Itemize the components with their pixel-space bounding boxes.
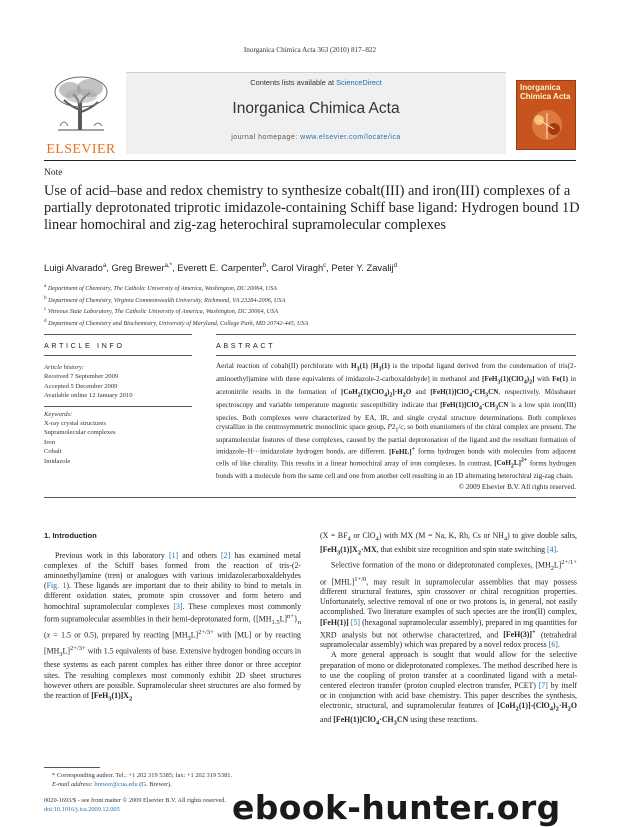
body-column-right	[320, 531, 577, 728]
author-name: Greg Brewer	[111, 262, 165, 273]
homepage-prefix: journal homepage:	[231, 134, 301, 141]
corresponding-author: * Corresponding author. Tel.: +1 202 319 5385; fax: +1 202 319 5381.	[52, 772, 233, 779]
cover-title-line-2: Chimica Acta	[520, 91, 571, 101]
journal-cover	[516, 80, 576, 150]
affiliation-sup: a	[44, 283, 47, 289]
author-4[interactable]	[271, 262, 326, 273]
header-rule	[44, 160, 576, 161]
author-5[interactable]	[331, 262, 397, 273]
keywords-heading: Keywords:	[44, 410, 73, 418]
abstract-bottom-rule	[44, 497, 576, 498]
email-link[interactable]: brewer@cua.edu	[94, 780, 138, 788]
sciencedirect-link[interactable]: ScienceDirect	[336, 78, 382, 87]
contents-prefix: Contents lists available at	[250, 78, 337, 87]
keyword: Supramolecular complexes	[44, 429, 116, 437]
article-info	[44, 363, 192, 466]
affiliation-sup: b	[44, 294, 47, 301]
journal-masthead	[44, 72, 576, 158]
info-mid-rule	[44, 355, 192, 356]
issn-line: 0020-1693/$ - see front matter © 2009 Elsevier B.V. All rights reserved.	[44, 797, 226, 804]
author-name: Luigi Alvarado	[44, 262, 103, 273]
body-paragraph: Previous work in this laboratory [1] and others [2] has examined metal complexes of the Schiff bases formed from the reaction of tris-(2-aminoethyl)amine (tren) or analogues with various imidazolecarboxaldehydes (Fig. 1). These ligands are important due to their ability to bind to metals in different oxidation states, promote spin crossover and form hetero and homochiral supramolecular complexes [3]. These complexes most commonly form supramolecular assemblies in their hemi-deprotonated form, $\{[MH_{1.5}L]^{n+}\}_n$ (x = 1.5 or 0.5), prepared by reacting $[MH_3L]^{2+/3+}$ with [ML] or by reacting $[MH_3L]^{2+/3+}$ with 1.5 equivalents of base. Extensive hydrogen bonding occurs in these systems as each parent complex has either three donor or three acceptor sites. The resulting complexes most commonly exhibit 2D sheet structures however others are possible. Supramolecular sheet structures are also formed by the reaction of $[FeH_3(1)]X_2$	[44, 551, 301, 703]
author-sup: a,*	[164, 262, 172, 269]
elsevier-tree-icon	[48, 74, 114, 132]
affiliation	[44, 294, 576, 306]
affiliation-sup: c	[44, 306, 47, 313]
body-column-left	[44, 531, 301, 704]
email-suffix: (G. Brewer).	[137, 780, 172, 788]
history-accepted: Accepted 5 December 2009	[44, 382, 118, 390]
author-list: Luigi Alvarado$^a$, Greg Brewer$^{a,*}$, Everett E. Carpenter$^b$, Carol Viragh$^c$, Peter Y. Zavalij$^d$	[44, 262, 397, 273]
affiliation-list	[44, 282, 576, 329]
footnote-rule	[44, 767, 100, 768]
article-type: Note	[44, 168, 63, 178]
author-name: Carol Viragh	[271, 262, 324, 273]
author-sup: d	[393, 262, 397, 269]
footnote	[52, 772, 302, 790]
author-name: Everett E. Carpenter	[177, 262, 263, 273]
article-title: Use of acid–base and redox chemistry to synthesize cobalt(III) and iron(III) complexes of a partially deprotonated triprotic imidazole-containing Schiff base ligand: Hydrogen bound 1D linear homochiral and zig-zag heterochiral supramolecular complexes	[44, 183, 580, 234]
abstract-mid-rule	[216, 355, 576, 356]
affiliation-text: Department of Chemistry and Biochemistry, University of Maryland, College Park, MD 20742-445, USA	[48, 320, 309, 328]
author-1[interactable]	[44, 262, 106, 273]
keyword: X-ray crystal structures	[44, 420, 106, 428]
author-3[interactable]	[177, 262, 266, 273]
copyright-notice: © 2009 Elsevier B.V. All rights reserved.	[458, 483, 576, 491]
publisher-name: ELSEVIER	[46, 142, 116, 157]
affiliation	[44, 305, 576, 317]
affiliation-text: Department of Chemistry, Virginia Commonwealth University, Richmond, VA 23284-2006, USA	[48, 296, 286, 304]
journal-banner	[126, 72, 506, 154]
author-sup: b	[262, 262, 266, 269]
email-label: E-mail address:	[52, 780, 95, 788]
running-head: Inorganica Chimica Acta 363 (2010) 817–822	[243, 46, 377, 54]
abstract-top-rule	[216, 334, 576, 335]
info-top-rule	[44, 334, 192, 335]
author-2[interactable]	[111, 262, 172, 273]
affiliation-text: Vitreous State Laboratory, The Catholic University of America, Washington, DC 20064, USA	[47, 308, 278, 316]
abstract-label: ABSTRACT	[216, 341, 276, 350]
author-name: Peter Y. Zavalij	[331, 262, 394, 273]
info-divider	[44, 406, 192, 407]
section-heading: 1. Introduction	[44, 531, 97, 540]
article-info-label: ARTICLE INFO	[44, 341, 125, 350]
cover-molecule-icon	[523, 105, 571, 145]
affiliation	[44, 317, 576, 329]
history-heading: Article history:	[44, 364, 85, 371]
journal-homepage	[126, 134, 506, 141]
contents-line	[126, 78, 506, 87]
homepage-link[interactable]: www.elsevier.com/locate/ica	[300, 134, 401, 141]
keyword: Imidazole	[44, 457, 71, 465]
affiliation-sup: d	[44, 317, 47, 324]
body-paragraph: Selective formation of the mono or dideprotonated complexes, $[MH_2L]^{2+/1+}$ or [MHL]$^{1+/0}$, may result in supramolecular assemblies that may possess different structural features, spin crossover or chiral recognition properties. Unfortunately, selective removal of one or two protons is, in general, not easily accomplished. Two literature examples of such species are the iron(II) complex, [FeH(1)] [5] (hexagonal supramolecular assembly), prepared in mg quantities for XRD analysis but not otherwise characterized, and [FeH(3)]+ (tetrahedral supramolecular assembly) which was prepared by a novel redox process [6].	[320, 559, 577, 650]
affiliation	[44, 282, 576, 294]
body-paragraph: A more general approach is sought that would allow for the selective preparation of mono or dideprotonated complexes. The method described here is to use the coupling of proton transfer at a coordinated ligand with a metal-centered electron transfer (proton coupled electron transfer, PCET) [7] by itself or in conjunction with acid base chemistry. This paper describes the synthesis, electronic, structural, and supramolecular features of $[CoH_2(1)]-(ClO_4)_2\cdot H_2O$ and $[FeH(1)]ClO_4\cdot CH_3CN$ using these reactions.	[320, 650, 577, 727]
history-received: Received 7 September 2009	[44, 373, 119, 381]
cover-title	[520, 84, 574, 101]
author-sup: c	[323, 262, 327, 269]
watermark: ebook-hunter.org	[232, 788, 561, 827]
affiliation-text: Department of Chemistry, The Catholic University of America, Washington, DC 20064, USA	[47, 285, 277, 293]
cover-title-line-1: Inorganica	[520, 83, 561, 92]
author-sup: a	[102, 262, 107, 269]
keyword: Iron	[44, 438, 55, 446]
elsevier-logo[interactable]	[44, 72, 118, 158]
keyword: Cobalt	[44, 448, 62, 456]
history-online: Available online 12 January 2010	[44, 392, 133, 400]
doi-link[interactable]: doi:10.1016/j.ica.2009.12.005	[44, 805, 120, 813]
journal-title: Inorganica Chimica Acta	[232, 100, 400, 117]
abstract-text: Aerial reaction of cobalt(II) perchlorate with $H_3(1)$ [$H_3(1)$ is the tripodal ligand derived from the condensation of tris(2-aminoethyl)amine with three equivalents of imidazole-2-carboxaldehyde] in methanol and $[FeH_3(1)(ClO_4)_2]$ with Fe(1) in acetonitrile results in the formation of $[CoH_2(1)(ClO_4)_2]\cdot H_2O$ and $[FeH(1)]ClO_4\cdot CH_3CN$, respectively. Mössbauer spectroscopy and variable temperature magnetic susceptibility indicate that $[FeH(1)]ClO_4\cdot CH_3CN$ is a low spin iron(III) species. Both complexes were characterized by EA, IR, and single crystal structure determinations. Both complexes crystallize in the centrosymmetric monoclinic space group, $P2_1/c$, so both enantiomers of the chiral complex are present. The supramolecular features of these complexes, caused by the partial deprotonation of the ligand and the resultant formation of imidazole–H···imidazolate hydrogen bonds, are different. [FeHL]+ forms hydrogen bonds with molecules from adjacent cells of like chirality. This results in a linear homochiral array of iron complexes. In contrast, $[CoH_2L]^{2+}$ forms hydrogen bonds with a molecule from the same cell and one from another cell resulting in an 1D alternating heterochiral zig-zag chain.	[216, 362, 577, 481]
body-paragraph: ($X = BF_4$ or ClO$_4$) with MX (M = Na, K, Rb, Cs or $NH_4$) to give double salts, $[FeH_3(1)]X_2\cdot MX$, that exhibit size recognition and spin state switching [4].	[320, 531, 578, 557]
